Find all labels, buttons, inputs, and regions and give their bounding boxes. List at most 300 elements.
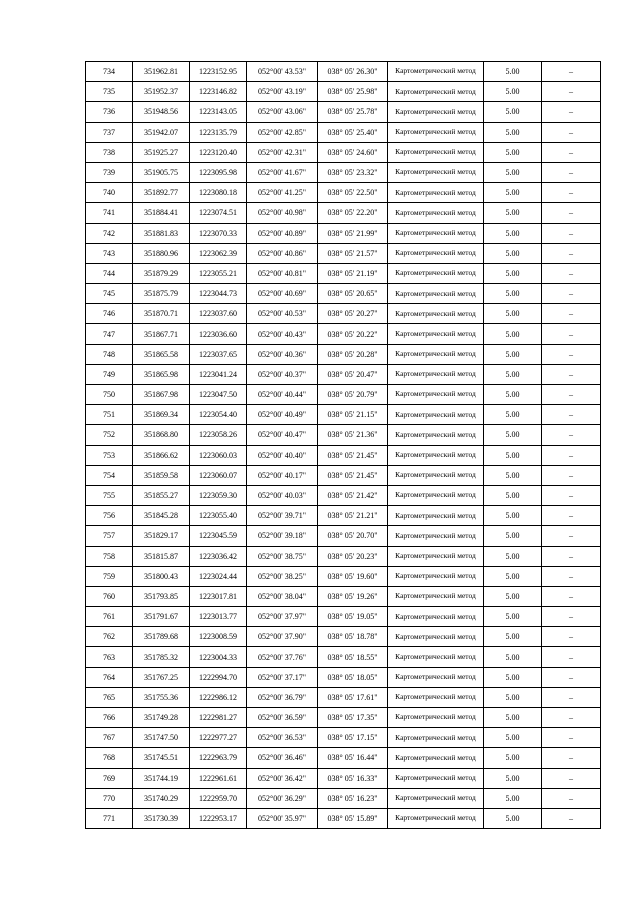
longitude-cell: 038° 05' 16.33" [318,768,388,788]
point-number-cell: 758 [86,546,133,566]
point-number-cell: 769 [86,768,133,788]
note-cell: – [542,62,601,82]
point-number-cell: 753 [86,445,133,465]
x-coordinate-cell: 351855.27 [133,485,190,505]
y-coordinate-cell: 1223008.59 [190,627,247,647]
note-cell: – [542,284,601,304]
latitude-cell: 052°00' 36.42" [247,768,318,788]
y-coordinate-cell: 1223095.98 [190,162,247,182]
table-row [86,465,601,485]
method-cell: Картометрический метод [388,627,484,647]
table-row [86,142,601,162]
latitude-cell: 052°00' 42.85" [247,122,318,142]
point-number-cell: 764 [86,667,133,687]
accuracy-cell: 5.00 [484,607,542,627]
longitude-cell: 038° 05' 25.98" [318,82,388,102]
x-coordinate-cell: 351925.27 [133,142,190,162]
table-row [86,667,601,687]
y-coordinate-cell: 1223055.40 [190,506,247,526]
longitude-cell: 038° 05' 21.19" [318,263,388,283]
note-cell: – [542,465,601,485]
note-cell: – [542,162,601,182]
accuracy-cell: 5.00 [484,445,542,465]
point-number-cell: 756 [86,506,133,526]
latitude-cell: 052°00' 43.53" [247,62,318,82]
accuracy-cell: 5.00 [484,142,542,162]
longitude-cell: 038° 05' 23.32" [318,162,388,182]
x-coordinate-cell: 351791.67 [133,607,190,627]
method-cell: Картометрический метод [388,122,484,142]
note-cell: – [542,788,601,808]
longitude-cell: 038° 05' 21.99" [318,223,388,243]
accuracy-cell: 5.00 [484,708,542,728]
longitude-cell: 038° 05' 25.40" [318,122,388,142]
longitude-cell: 038° 05' 24.60" [318,142,388,162]
latitude-cell: 052°00' 37.17" [247,667,318,687]
longitude-cell: 038° 05' 16.23" [318,788,388,808]
table-row [86,647,601,667]
table-row [86,708,601,728]
y-coordinate-cell: 1223060.03 [190,445,247,465]
x-coordinate-cell: 351793.85 [133,586,190,606]
point-number-cell: 744 [86,263,133,283]
x-coordinate-cell: 351800.43 [133,566,190,586]
note-cell: – [542,566,601,586]
x-coordinate-cell: 351747.50 [133,728,190,748]
latitude-cell: 052°00' 40.86" [247,243,318,263]
longitude-cell: 038° 05' 20.22" [318,324,388,344]
accuracy-cell: 5.00 [484,788,542,808]
method-cell: Картометрический метод [388,203,484,223]
y-coordinate-cell: 1223013.77 [190,607,247,627]
method-cell: Картометрический метод [388,385,484,405]
y-coordinate-cell: 1223045.59 [190,526,247,546]
point-number-cell: 743 [86,243,133,263]
accuracy-cell: 5.00 [484,586,542,606]
table-row [86,808,601,828]
longitude-cell: 038° 05' 17.15" [318,728,388,748]
accuracy-cell: 5.00 [484,385,542,405]
table-row [86,223,601,243]
method-cell: Картометрический метод [388,324,484,344]
note-cell: – [542,445,601,465]
point-number-cell: 749 [86,364,133,384]
accuracy-cell: 5.00 [484,526,542,546]
y-coordinate-cell: 1222986.12 [190,687,247,707]
y-coordinate-cell: 1223004.33 [190,647,247,667]
x-coordinate-cell: 351789.68 [133,627,190,647]
x-coordinate-cell: 351865.98 [133,364,190,384]
y-coordinate-cell: 1222981.27 [190,708,247,728]
x-coordinate-cell: 351744.19 [133,768,190,788]
note-cell: – [542,183,601,203]
accuracy-cell: 5.00 [484,687,542,707]
longitude-cell: 038° 05' 21.57" [318,243,388,263]
accuracy-cell: 5.00 [484,465,542,485]
latitude-cell: 052°00' 38.75" [247,546,318,566]
method-cell: Картометрический метод [388,788,484,808]
method-cell: Картометрический метод [388,364,484,384]
x-coordinate-cell: 351879.29 [133,263,190,283]
x-coordinate-cell: 351875.79 [133,284,190,304]
note-cell: – [542,506,601,526]
table-row [86,607,601,627]
latitude-cell: 052°00' 36.79" [247,687,318,707]
latitude-cell: 052°00' 40.49" [247,405,318,425]
method-cell: Картометрический метод [388,142,484,162]
note-cell: – [542,82,601,102]
note-cell: – [542,142,601,162]
longitude-cell: 038° 05' 17.61" [318,687,388,707]
y-coordinate-cell: 1222961.61 [190,768,247,788]
latitude-cell: 052°00' 38.25" [247,566,318,586]
method-cell: Картометрический метод [388,243,484,263]
method-cell: Картометрический метод [388,526,484,546]
point-number-cell: 752 [86,425,133,445]
longitude-cell: 038° 05' 20.65" [318,284,388,304]
longitude-cell: 038° 05' 21.36" [318,425,388,445]
method-cell: Картометрический метод [388,445,484,465]
note-cell: – [542,728,601,748]
note-cell: – [542,203,601,223]
table-row [86,506,601,526]
y-coordinate-cell: 1222963.79 [190,748,247,768]
note-cell: – [542,607,601,627]
note-cell: – [542,708,601,728]
latitude-cell: 052°00' 43.06" [247,102,318,122]
latitude-cell: 052°00' 36.59" [247,708,318,728]
point-number-cell: 754 [86,465,133,485]
x-coordinate-cell: 351785.32 [133,647,190,667]
x-coordinate-cell: 351815.87 [133,546,190,566]
x-coordinate-cell: 351870.71 [133,304,190,324]
note-cell: – [542,344,601,364]
longitude-cell: 038° 05' 19.26" [318,586,388,606]
point-number-cell: 735 [86,82,133,102]
method-cell: Картометрический метод [388,586,484,606]
table-row [86,728,601,748]
longitude-cell: 038° 05' 25.78" [318,102,388,122]
y-coordinate-cell: 1222959.70 [190,788,247,808]
longitude-cell: 038° 05' 16.44" [318,748,388,768]
x-coordinate-cell: 351730.39 [133,808,190,828]
method-cell: Картометрический метод [388,566,484,586]
longitude-cell: 038° 05' 15.89" [318,808,388,828]
point-number-cell: 742 [86,223,133,243]
longitude-cell: 038° 05' 21.15" [318,405,388,425]
accuracy-cell: 5.00 [484,183,542,203]
longitude-cell: 038° 05' 21.42" [318,485,388,505]
x-coordinate-cell: 351884.41 [133,203,190,223]
method-cell: Картометрический метод [388,82,484,102]
point-number-cell: 734 [86,62,133,82]
table-row [86,62,601,82]
y-coordinate-cell: 1223059.30 [190,485,247,505]
y-coordinate-cell: 1223074.51 [190,203,247,223]
method-cell: Картометрический метод [388,62,484,82]
method-cell: Картометрический метод [388,687,484,707]
point-number-cell: 757 [86,526,133,546]
accuracy-cell: 5.00 [484,62,542,82]
latitude-cell: 052°00' 40.03" [247,485,318,505]
note-cell: – [542,748,601,768]
method-cell: Картометрический метод [388,465,484,485]
longitude-cell: 038° 05' 21.45" [318,465,388,485]
table-row [86,586,601,606]
x-coordinate-cell: 351867.71 [133,324,190,344]
y-coordinate-cell: 1223055.21 [190,263,247,283]
accuracy-cell: 5.00 [484,122,542,142]
point-number-cell: 755 [86,485,133,505]
table-row [86,304,601,324]
accuracy-cell: 5.00 [484,284,542,304]
table-row [86,748,601,768]
y-coordinate-cell: 1223054.40 [190,405,247,425]
longitude-cell: 038° 05' 22.50" [318,183,388,203]
method-cell: Картометрический метод [388,506,484,526]
accuracy-cell: 5.00 [484,647,542,667]
accuracy-cell: 5.00 [484,82,542,102]
note-cell: – [542,667,601,687]
accuracy-cell: 5.00 [484,223,542,243]
y-coordinate-cell: 1223017.81 [190,586,247,606]
latitude-cell: 052°00' 36.29" [247,788,318,808]
coordinates-table-body [86,62,601,829]
longitude-cell: 038° 05' 20.47" [318,364,388,384]
point-number-cell: 765 [86,687,133,707]
x-coordinate-cell: 351867.98 [133,385,190,405]
accuracy-cell: 5.00 [484,425,542,445]
y-coordinate-cell: 1223152.95 [190,62,247,82]
latitude-cell: 052°00' 43.19" [247,82,318,102]
table-row [86,203,601,223]
y-coordinate-cell: 1223143.05 [190,102,247,122]
longitude-cell: 038° 05' 18.05" [318,667,388,687]
note-cell: – [542,627,601,647]
table-row [86,263,601,283]
y-coordinate-cell: 1223080.18 [190,183,247,203]
method-cell: Картометрический метод [388,304,484,324]
longitude-cell: 038° 05' 21.45" [318,445,388,465]
latitude-cell: 052°00' 41.25" [247,183,318,203]
note-cell: – [542,324,601,344]
latitude-cell: 052°00' 39.18" [247,526,318,546]
y-coordinate-cell: 1223060.07 [190,465,247,485]
accuracy-cell: 5.00 [484,203,542,223]
y-coordinate-cell: 1223044.73 [190,284,247,304]
table-row [86,788,601,808]
note-cell: – [542,102,601,122]
y-coordinate-cell: 1223135.79 [190,122,247,142]
x-coordinate-cell: 351881.83 [133,223,190,243]
method-cell: Картометрический метод [388,768,484,788]
latitude-cell: 052°00' 40.40" [247,445,318,465]
latitude-cell: 052°00' 39.71" [247,506,318,526]
latitude-cell: 052°00' 40.17" [247,465,318,485]
latitude-cell: 052°00' 37.76" [247,647,318,667]
note-cell: – [542,687,601,707]
y-coordinate-cell: 1222977.27 [190,728,247,748]
longitude-cell: 038° 05' 17.35" [318,708,388,728]
method-cell: Картометрический метод [388,708,484,728]
y-coordinate-cell: 1222994.70 [190,667,247,687]
point-number-cell: 762 [86,627,133,647]
longitude-cell: 038° 05' 19.05" [318,607,388,627]
note-cell: – [542,768,601,788]
accuracy-cell: 5.00 [484,627,542,647]
latitude-cell: 052°00' 40.69" [247,284,318,304]
accuracy-cell: 5.00 [484,324,542,344]
method-cell: Картометрический метод [388,425,484,445]
longitude-cell: 038° 05' 22.20" [318,203,388,223]
x-coordinate-cell: 351866.62 [133,445,190,465]
latitude-cell: 052°00' 36.53" [247,728,318,748]
x-coordinate-cell: 351868.80 [133,425,190,445]
method-cell: Картометрический метод [388,344,484,364]
latitude-cell: 052°00' 36.46" [247,748,318,768]
accuracy-cell: 5.00 [484,344,542,364]
y-coordinate-cell: 1223070.33 [190,223,247,243]
method-cell: Картометрический метод [388,183,484,203]
x-coordinate-cell: 351942.07 [133,122,190,142]
longitude-cell: 038° 05' 26.30" [318,62,388,82]
note-cell: – [542,808,601,828]
note-cell: – [542,526,601,546]
longitude-cell: 038° 05' 20.28" [318,344,388,364]
x-coordinate-cell: 351948.56 [133,102,190,122]
y-coordinate-cell: 1223036.60 [190,324,247,344]
latitude-cell: 052°00' 41.67" [247,162,318,182]
latitude-cell: 052°00' 40.37" [247,364,318,384]
latitude-cell: 052°00' 40.89" [247,223,318,243]
latitude-cell: 052°00' 37.90" [247,627,318,647]
y-coordinate-cell: 1222953.17 [190,808,247,828]
point-number-cell: 736 [86,102,133,122]
latitude-cell: 052°00' 40.98" [247,203,318,223]
latitude-cell: 052°00' 40.81" [247,263,318,283]
y-coordinate-cell: 1223037.65 [190,344,247,364]
accuracy-cell: 5.00 [484,768,542,788]
method-cell: Картометрический метод [388,485,484,505]
point-number-cell: 739 [86,162,133,182]
y-coordinate-cell: 1223120.40 [190,142,247,162]
point-number-cell: 746 [86,304,133,324]
point-number-cell: 759 [86,566,133,586]
point-number-cell: 767 [86,728,133,748]
table-row [86,243,601,263]
accuracy-cell: 5.00 [484,405,542,425]
method-cell: Картометрический метод [388,263,484,283]
coordinates-table [85,61,601,829]
point-number-cell: 747 [86,324,133,344]
x-coordinate-cell: 351745.51 [133,748,190,768]
y-coordinate-cell: 1223047.50 [190,385,247,405]
method-cell: Картометрический метод [388,284,484,304]
table-row [86,324,601,344]
point-number-cell: 768 [86,748,133,768]
table-row [86,526,601,546]
x-coordinate-cell: 351740.29 [133,788,190,808]
x-coordinate-cell: 351880.96 [133,243,190,263]
method-cell: Картометрический метод [388,808,484,828]
y-coordinate-cell: 1223058.26 [190,425,247,445]
point-number-cell: 766 [86,708,133,728]
table-row [86,122,601,142]
table-row [86,425,601,445]
y-coordinate-cell: 1223041.24 [190,364,247,384]
accuracy-cell: 5.00 [484,667,542,687]
longitude-cell: 038° 05' 18.78" [318,627,388,647]
x-coordinate-cell: 351892.77 [133,183,190,203]
longitude-cell: 038° 05' 20.23" [318,546,388,566]
method-cell: Картометрический метод [388,748,484,768]
x-coordinate-cell: 351905.75 [133,162,190,182]
table-row [86,385,601,405]
point-number-cell: 760 [86,586,133,606]
longitude-cell: 038° 05' 18.55" [318,647,388,667]
y-coordinate-cell: 1223024.44 [190,566,247,586]
note-cell: – [542,647,601,667]
y-coordinate-cell: 1223062.39 [190,243,247,263]
point-number-cell: 761 [86,607,133,627]
accuracy-cell: 5.00 [484,102,542,122]
method-cell: Картометрический метод [388,102,484,122]
table-row [86,405,601,425]
longitude-cell: 038° 05' 20.70" [318,526,388,546]
method-cell: Картометрический метод [388,728,484,748]
accuracy-cell: 5.00 [484,162,542,182]
longitude-cell: 038° 05' 19.60" [318,566,388,586]
note-cell: – [542,385,601,405]
note-cell: – [542,586,601,606]
point-number-cell: 750 [86,385,133,405]
longitude-cell: 038° 05' 21.21" [318,506,388,526]
latitude-cell: 052°00' 37.97" [247,607,318,627]
x-coordinate-cell: 351845.28 [133,506,190,526]
table-row [86,102,601,122]
longitude-cell: 038° 05' 20.79" [318,385,388,405]
y-coordinate-cell: 1223036.42 [190,546,247,566]
accuracy-cell: 5.00 [484,263,542,283]
latitude-cell: 052°00' 40.36" [247,344,318,364]
method-cell: Картометрический метод [388,223,484,243]
accuracy-cell: 5.00 [484,748,542,768]
note-cell: – [542,546,601,566]
note-cell: – [542,304,601,324]
latitude-cell: 052°00' 40.44" [247,385,318,405]
method-cell: Картометрический метод [388,667,484,687]
latitude-cell: 052°00' 38.04" [247,586,318,606]
x-coordinate-cell: 351865.58 [133,344,190,364]
y-coordinate-cell: 1223037.60 [190,304,247,324]
point-number-cell: 751 [86,405,133,425]
note-cell: – [542,485,601,505]
point-number-cell: 737 [86,122,133,142]
method-cell: Картометрический метод [388,607,484,627]
note-cell: – [542,243,601,263]
accuracy-cell: 5.00 [484,506,542,526]
table-row [86,485,601,505]
point-number-cell: 745 [86,284,133,304]
x-coordinate-cell: 351755.36 [133,687,190,707]
latitude-cell: 052°00' 40.53" [247,304,318,324]
accuracy-cell: 5.00 [484,364,542,384]
point-number-cell: 741 [86,203,133,223]
point-number-cell: 770 [86,788,133,808]
accuracy-cell: 5.00 [484,546,542,566]
table-row [86,344,601,364]
x-coordinate-cell: 351749.28 [133,708,190,728]
